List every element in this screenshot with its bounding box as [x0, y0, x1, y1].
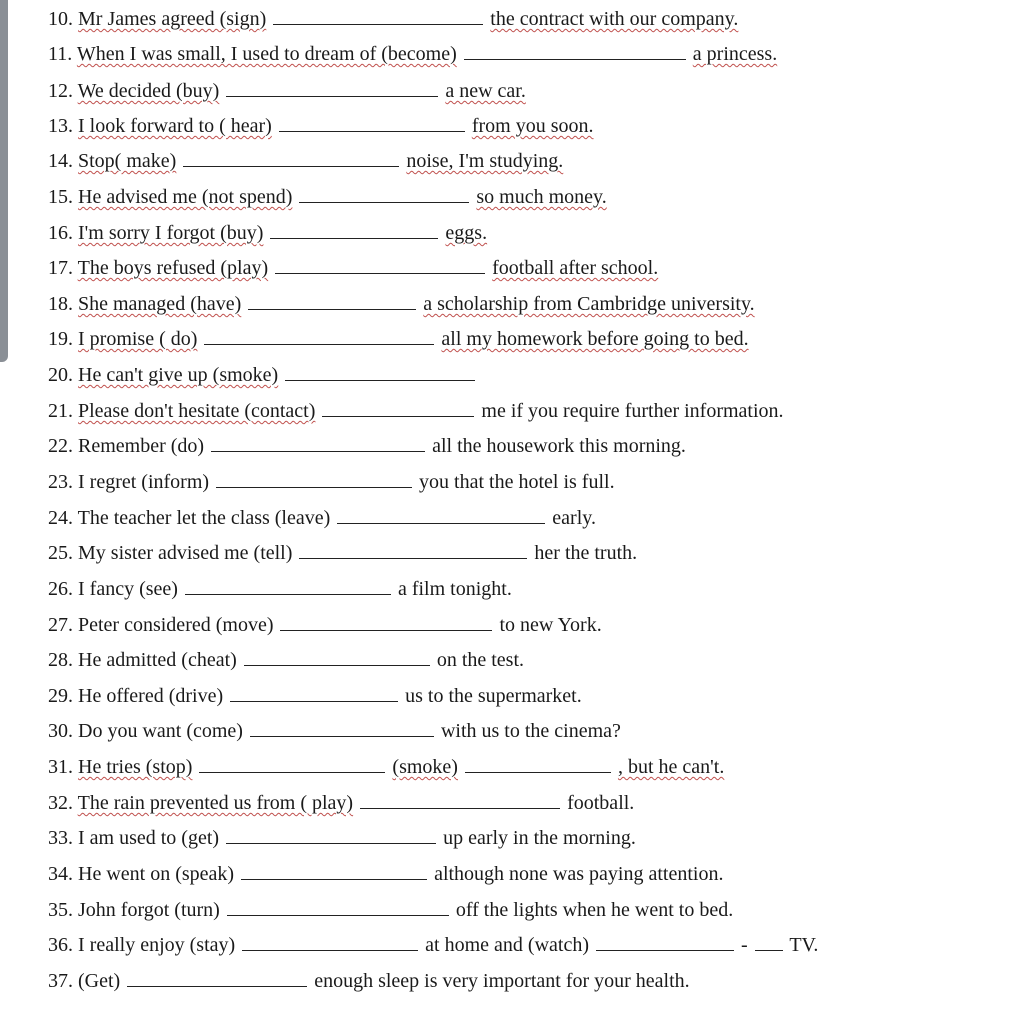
item-number: 29. — [48, 685, 73, 707]
exercise-item — [48, 539, 637, 567]
exercise-item — [48, 147, 563, 175]
answer-blank[interactable] — [273, 6, 483, 25]
answer-blank[interactable] — [250, 718, 434, 737]
answer-blank[interactable] — [322, 398, 474, 417]
item-prompt: The rain prevented us from ( play) — [77, 792, 354, 814]
item-continuation: from you soon. — [471, 115, 594, 137]
answer-blank[interactable] — [226, 825, 436, 844]
item-number: 30. — [48, 720, 73, 742]
answer-blank[interactable] — [464, 41, 686, 60]
exercise-item — [48, 112, 593, 140]
exercise-item — [48, 682, 582, 710]
answer-blank[interactable] — [199, 754, 385, 773]
item-prompt: I regret (inform) — [78, 471, 210, 493]
item-continuation: a scholarship from Cambridge university. — [423, 293, 755, 315]
answer-blank[interactable] — [270, 220, 438, 239]
item-number: 25. — [48, 542, 73, 564]
item-continuation: with us to the cinema? — [440, 720, 621, 742]
item-number: 20. — [48, 364, 73, 386]
exercise-item — [48, 325, 749, 353]
answer-blank[interactable] — [360, 790, 560, 809]
answer-blank-2[interactable] — [465, 754, 611, 773]
item-continuation: to new York. — [499, 614, 602, 636]
item-number: 33. — [48, 827, 73, 849]
answer-blank[interactable] — [226, 78, 438, 97]
answer-blank[interactable] — [185, 576, 391, 595]
answer-blank[interactable] — [285, 362, 475, 381]
item-continuation: football after school. — [492, 257, 659, 279]
item-number: 10. — [48, 8, 73, 30]
item-prompt: She managed (have) — [78, 293, 242, 315]
item-dash: - — [741, 934, 748, 956]
answer-blank[interactable] — [241, 861, 427, 880]
item-continuation: eggs. — [445, 222, 488, 244]
item-number: 16. — [48, 222, 73, 244]
exercise-item — [48, 967, 690, 995]
item-prompt: He admitted (cheat) — [78, 649, 237, 671]
exercise-item — [48, 219, 487, 247]
item-continuation: noise, I'm studying. — [406, 150, 564, 172]
exercise-item — [48, 575, 512, 603]
item-number: 21. — [48, 400, 73, 422]
answer-blank[interactable] — [242, 932, 418, 951]
item-number: 11. — [48, 43, 73, 65]
item-prompt: I fancy (see) — [78, 578, 178, 600]
answer-blank[interactable] — [275, 255, 485, 274]
item-prompt: He offered (drive) — [78, 685, 224, 707]
item-continuation: , but he can't. — [617, 756, 725, 778]
exercise-item — [48, 753, 724, 781]
item-prompt: John forgot (turn) — [78, 899, 220, 921]
item-number: 17. — [48, 257, 73, 279]
answer-blank[interactable] — [227, 897, 449, 916]
answer-blank[interactable] — [230, 683, 398, 702]
item-prompt: He tries (stop) — [78, 756, 193, 778]
item-continuation: enough sleep is very important for your health. — [314, 970, 690, 992]
exercise-item — [48, 432, 686, 460]
answer-blank[interactable] — [299, 540, 527, 559]
exercise-item — [48, 77, 526, 105]
item-prompt: I am used to (get) — [78, 827, 220, 849]
item-prompt: He advised me (not spend) — [78, 186, 293, 208]
exercise-item — [48, 397, 784, 425]
exercise-item — [48, 290, 755, 318]
item-continuation: her the truth. — [534, 542, 638, 564]
exercise-item — [48, 254, 658, 282]
item-continuation: on the test. — [436, 649, 525, 671]
answer-blank[interactable] — [183, 148, 399, 167]
item-second-prompt: (smoke) — [392, 756, 458, 778]
exercise-item — [48, 789, 634, 817]
answer-blank[interactable] — [248, 291, 416, 310]
answer-blank-3[interactable] — [755, 932, 783, 951]
item-number: 32. — [48, 792, 73, 814]
item-prompt: (Get) — [78, 970, 121, 992]
item-prompt: The teacher let the class (leave) — [77, 507, 331, 529]
item-number: 37. — [48, 970, 73, 992]
item-number: 15. — [48, 186, 73, 208]
exercise-item — [48, 40, 777, 68]
item-number: 23. — [48, 471, 73, 493]
item-continuation: early. — [552, 507, 596, 529]
item-number: 26. — [48, 578, 73, 600]
item-continuation: me if you require further information. — [481, 400, 784, 422]
item-continuation: TV. — [789, 934, 819, 956]
item-prompt: Peter considered (move) — [78, 614, 274, 636]
exercise-item — [48, 468, 615, 496]
exercise-item — [48, 824, 636, 852]
item-prompt: Mr James agreed (sign) — [78, 8, 267, 30]
item-prompt: Please don't hesitate (contact) — [78, 400, 316, 422]
item-prompt: I'm sorry I forgot (buy) — [78, 222, 264, 244]
item-number: 12. — [48, 80, 73, 102]
item-continuation: a princess. — [692, 43, 778, 65]
item-continuation: football. — [567, 792, 635, 814]
answer-blank[interactable] — [299, 184, 469, 203]
item-prompt: Stop( make) — [78, 150, 177, 172]
item-number: 28. — [48, 649, 73, 671]
answer-blank-2[interactable] — [596, 932, 734, 951]
answer-blank[interactable] — [280, 612, 492, 631]
item-number: 19. — [48, 328, 73, 350]
exercise-item — [48, 646, 524, 674]
item-continuation: the contract with our company. — [490, 8, 739, 30]
item-number: 22. — [48, 435, 73, 457]
answer-blank[interactable] — [211, 433, 425, 452]
item-number: 31. — [48, 756, 73, 778]
item-continuation: you that the hotel is full. — [419, 471, 615, 493]
answer-blank[interactable] — [204, 326, 434, 345]
item-prompt: I look forward to ( hear) — [78, 115, 272, 137]
item-continuation: all my homework before going to bed. — [441, 328, 749, 350]
exercise-item — [48, 860, 723, 888]
exercise-item — [48, 611, 602, 639]
item-prompt: Remember (do) — [78, 435, 205, 457]
exercise-item — [48, 717, 621, 745]
item-prompt: He went on (speak) — [78, 863, 235, 885]
item-second-prompt: at home and (watch) — [425, 934, 589, 956]
exercise-item — [48, 896, 733, 924]
item-prompt: I promise ( do) — [78, 328, 198, 350]
answer-blank[interactable] — [279, 113, 465, 132]
item-continuation: us to the supermarket. — [405, 685, 582, 707]
item-prompt: The boys refused (play) — [77, 257, 269, 279]
exercise-item — [48, 361, 477, 389]
item-continuation: up early in the morning. — [443, 827, 636, 849]
item-prompt: We decided (buy) — [77, 80, 220, 102]
answer-blank[interactable] — [244, 647, 430, 666]
answer-blank[interactable] — [337, 505, 545, 524]
item-prompt: When I was small, I used to dream of (become) — [76, 43, 457, 65]
exercise-item — [48, 504, 596, 532]
exercise-item — [48, 931, 818, 959]
item-prompt: Do you want (come) — [78, 720, 243, 742]
item-number: 13. — [48, 115, 73, 137]
exercise-item — [48, 183, 607, 211]
answer-blank[interactable] — [216, 469, 412, 488]
item-prompt: I really enjoy (stay) — [78, 934, 236, 956]
item-continuation: a new car. — [445, 80, 526, 102]
item-continuation: so much money. — [476, 186, 607, 208]
item-number: 14. — [48, 150, 73, 172]
answer-blank[interactable] — [127, 968, 307, 987]
item-number: 36. — [48, 934, 73, 956]
item-number: 18. — [48, 293, 73, 315]
exercise-item — [48, 5, 738, 33]
item-continuation: although none was paying attention. — [434, 863, 724, 885]
item-continuation: all the housework this morning. — [432, 435, 686, 457]
item-prompt: My sister advised me (tell) — [78, 542, 293, 564]
item-continuation: a film tonight. — [397, 578, 512, 600]
item-number: 24. — [48, 507, 73, 529]
item-continuation: off the lights when he went to bed. — [455, 899, 734, 921]
item-prompt: He can't give up (smoke) — [78, 364, 279, 386]
item-number: 34. — [48, 863, 73, 885]
item-number: 35. — [48, 899, 73, 921]
item-number: 27. — [48, 614, 73, 636]
